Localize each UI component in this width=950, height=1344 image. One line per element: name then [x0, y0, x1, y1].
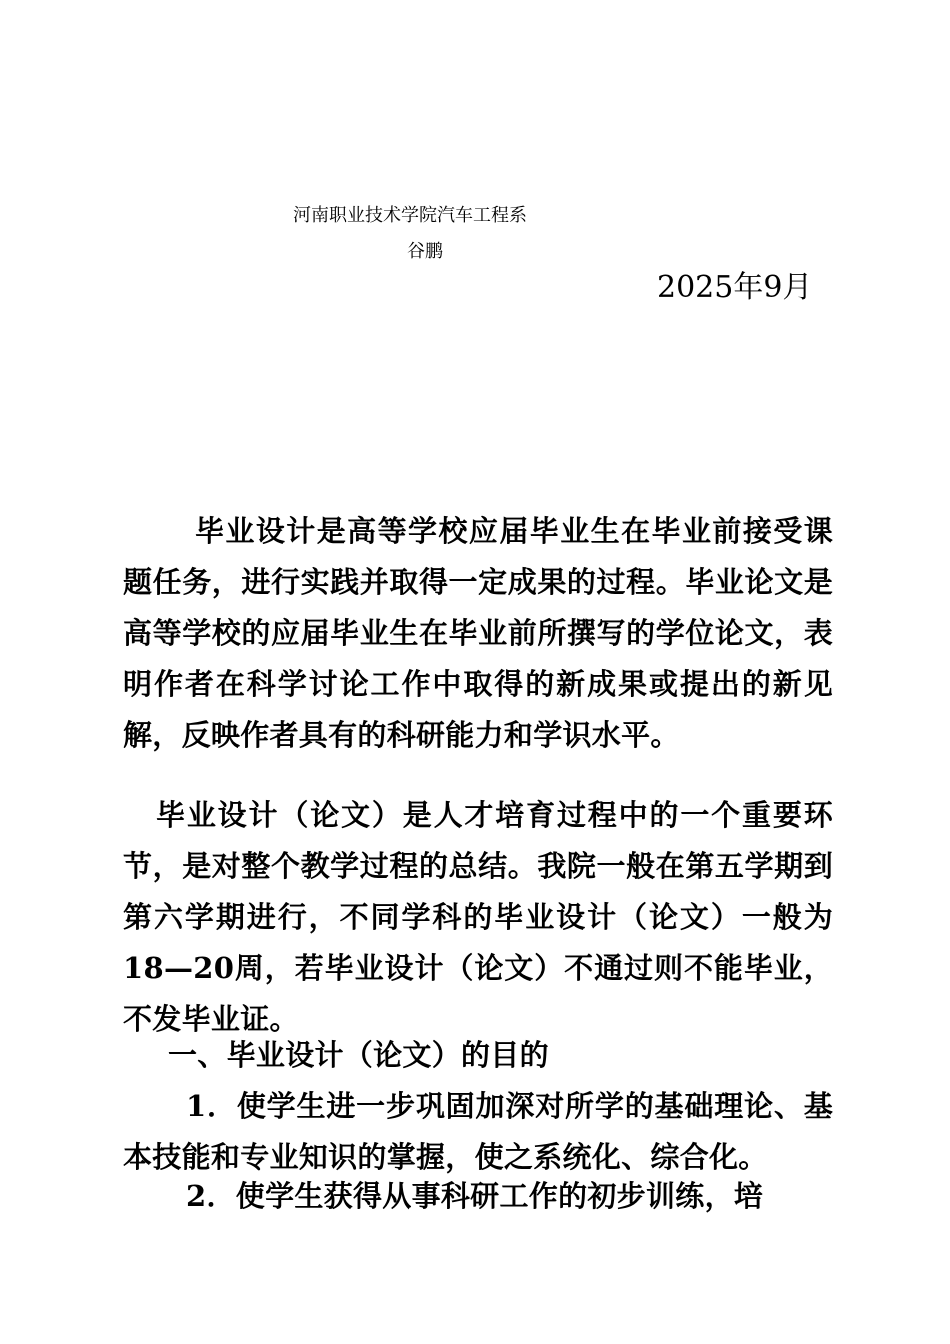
- author-name: 谷鹏: [407, 241, 443, 262]
- body-paragraph-1: 毕业设计是高等学校应届毕业生在毕业前接受课题任务，进行实践并取得一定成果的过程。毕业论文是高等学校的应届毕业生在毕业前所撰写的学位论文，表明作者在科学讨论工作中取得的新成果或提出的新见解，反映作者具有的科研能力和学识水平。: [123, 514, 833, 752]
- list-item: 1．使学生进一步巩固加深对所学的基础理论、基本技能和专业知识的掌握，使之系统化、综合化。: [123, 1089, 833, 1174]
- list-item: 2．使学生获得从事科研工作的初步训练，培: [186, 1179, 764, 1213]
- section-heading: 一、毕业设计（论文）的目的: [168, 1038, 549, 1072]
- author-affiliation: 河南职业技术学院汽车工程系: [293, 205, 527, 226]
- body-paragraph-2: 毕业设计（论文）是人才培育过程中的一个重要环节，是对整个教学过程的总结。我院一般在第五学期到第六学期进行，不同学科的毕业设计（论文）一般为18—20周，若毕业设计（论文）不通过则不能毕业，不发毕业证。: [123, 798, 833, 1036]
- document-date: 2025年9月: [657, 270, 813, 305]
